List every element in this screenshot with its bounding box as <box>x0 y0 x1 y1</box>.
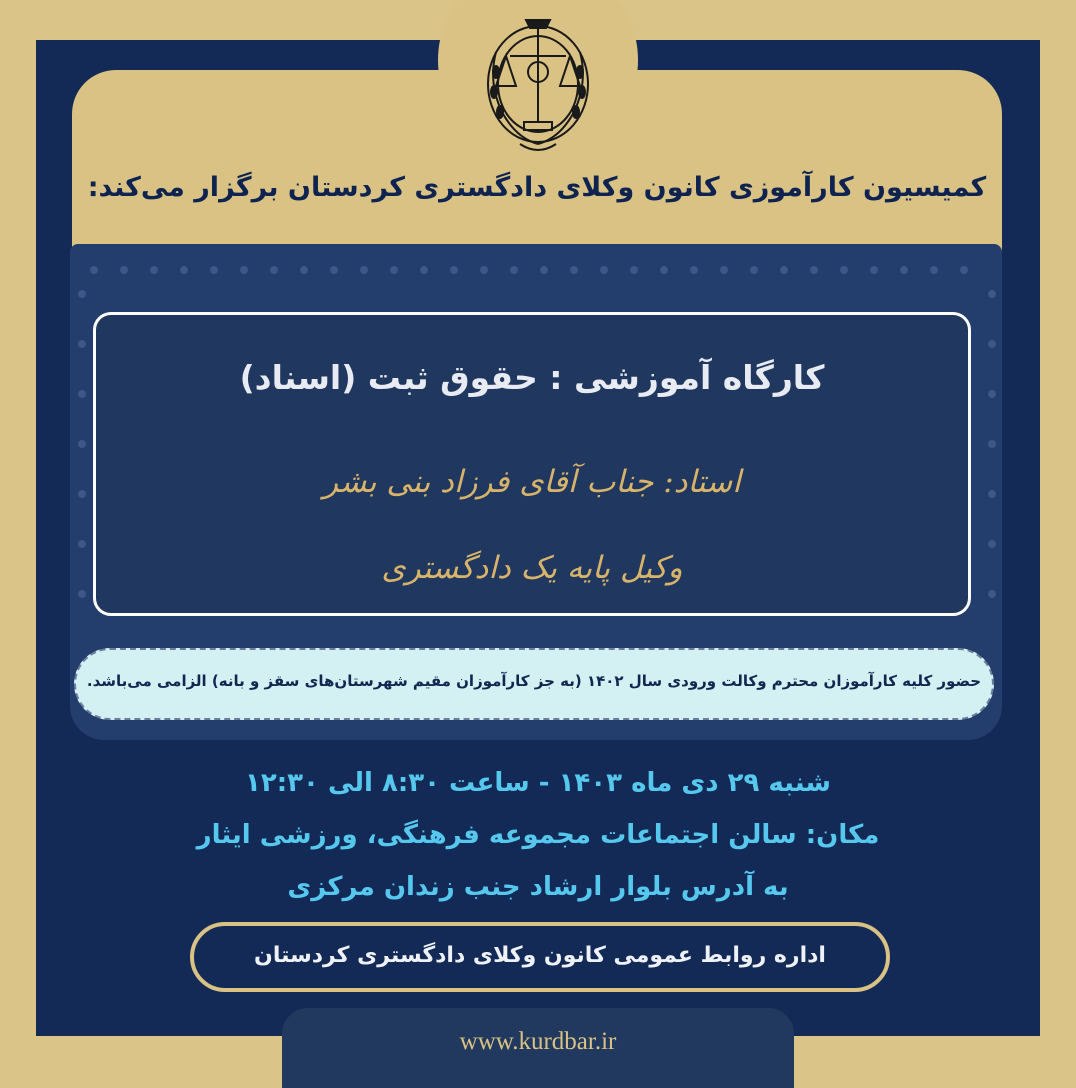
website-link[interactable]: www.kurdbar.ir <box>459 1028 617 1055</box>
scales-of-justice-emblem-icon <box>476 12 600 162</box>
organizer-text: اداره روابط عمومی کانون وکلای دادگستری کردستان <box>254 943 826 968</box>
header-title: کمیسیون کارآموزی کانون وکلای دادگستری کردستان برگزار می‌کند: <box>87 172 987 203</box>
teacher-name: استاد: جناب آقای فرزاد بنی بشر <box>323 464 741 500</box>
event-venue: مکان: سالن اجتماعات مجموعه فرهنگی، ورزشی ایثار <box>196 820 880 850</box>
workshop-title: کارگاه آموزشی : حقوق ثبت (اسناد) <box>239 358 825 397</box>
teacher-rank: وکیل پایه یک دادگستری <box>381 550 683 586</box>
event-datetime: شنبه ۲۹ دی ماه ۱۴۰۳ - ساعت ۸:۳۰ الی ۱۲:۳۰ <box>245 768 831 798</box>
event-address: به آدرس بلوار ارشاد جنب زندان مرکزی <box>287 872 789 902</box>
attendance-notice-text: حضور کلیه کارآموزان محترم وکالت ورودی سال ۱۴۰۲ (به جز کارآموزان مقیم شهرستان‌های سقز و بانه) الزامی می‌باشد. <box>86 672 982 690</box>
